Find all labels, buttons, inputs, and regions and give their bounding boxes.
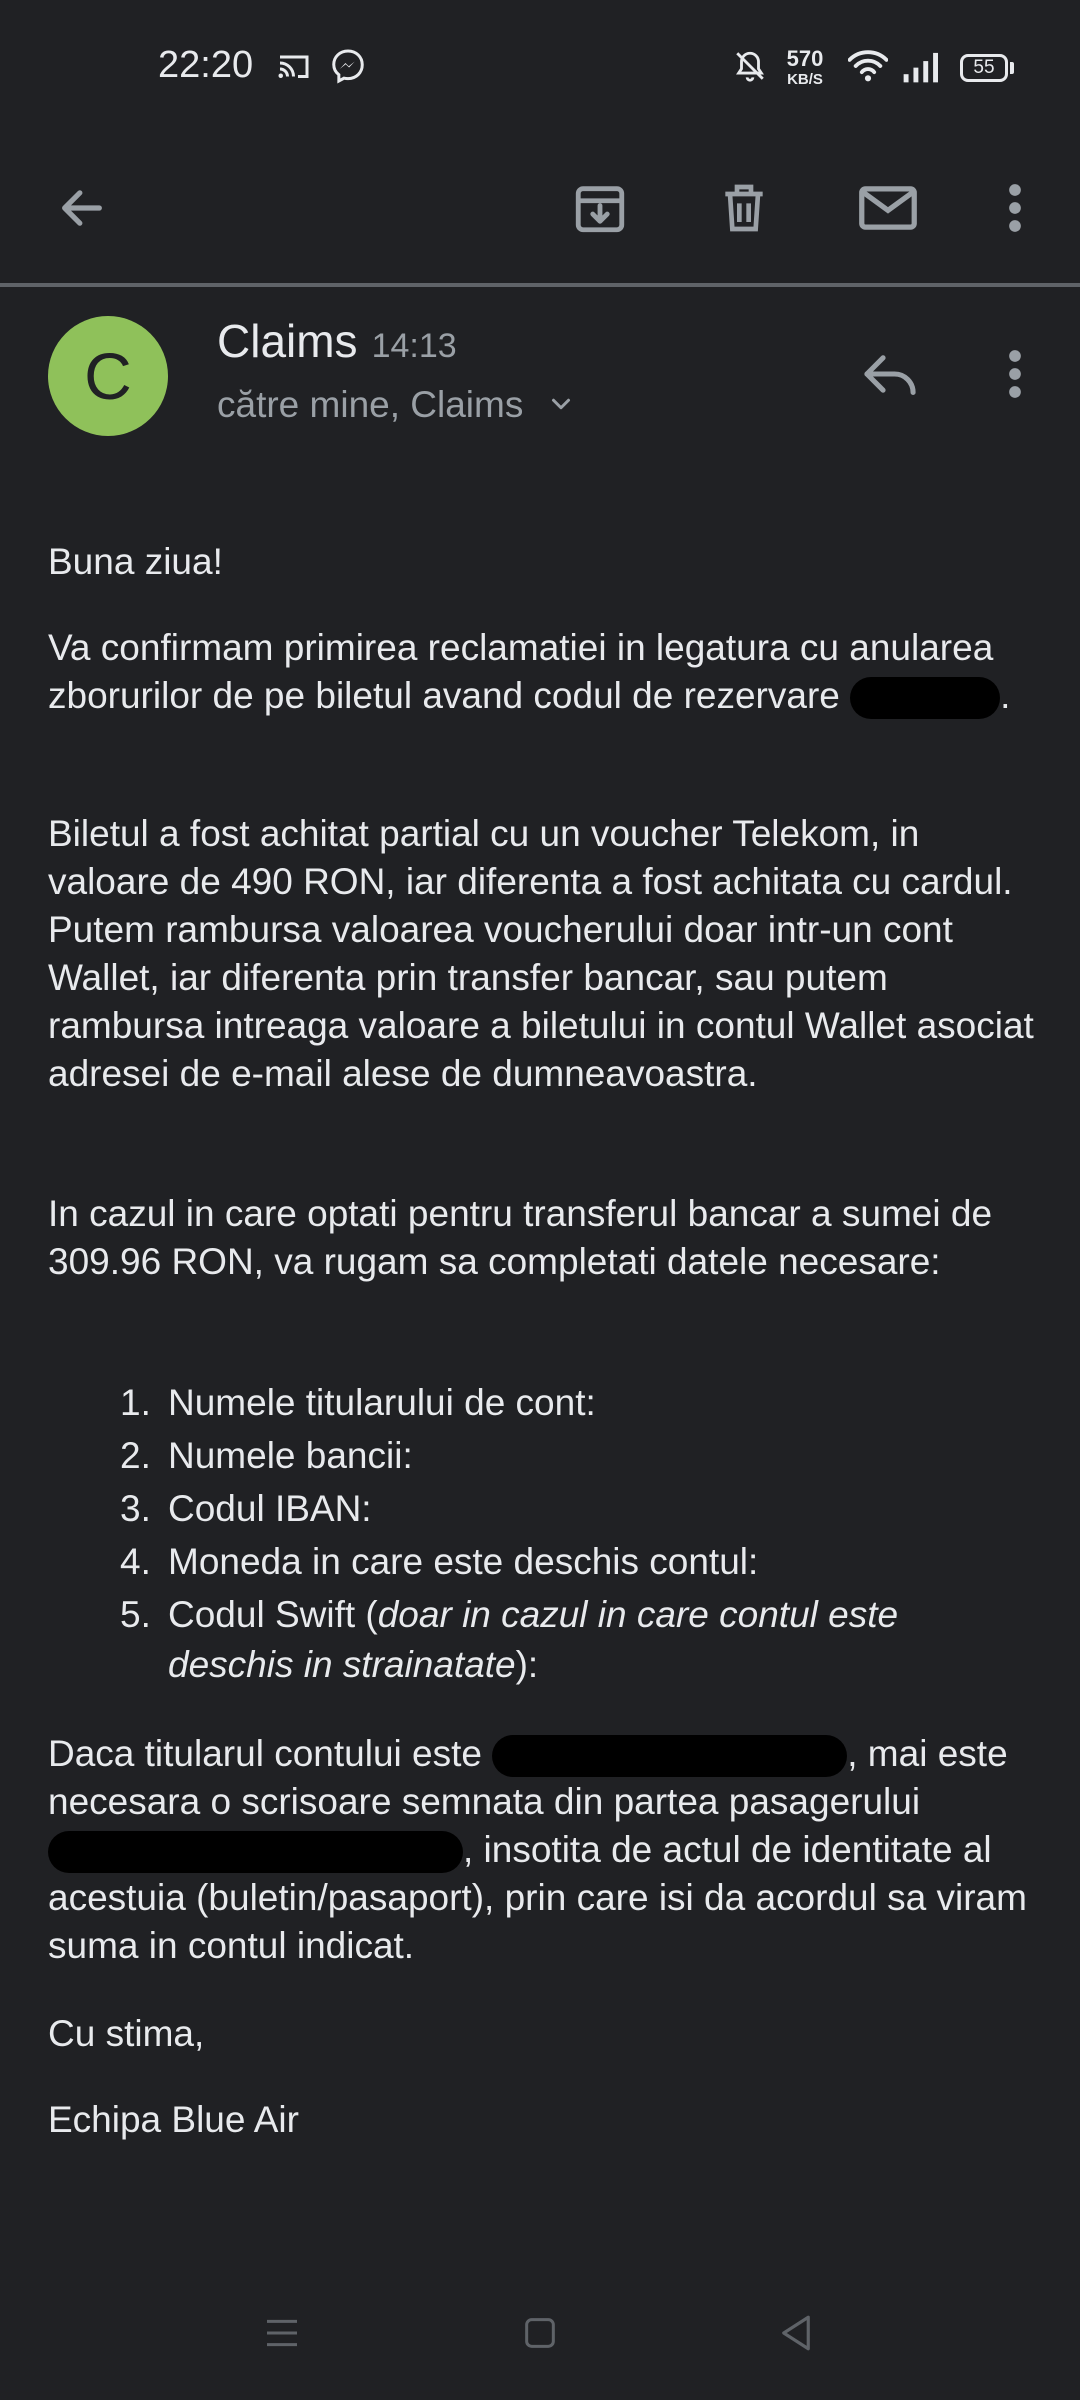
archive-icon bbox=[571, 179, 629, 242]
account-holder-text-1: Daca titularul contului este bbox=[48, 1733, 482, 1774]
mute-icon bbox=[733, 48, 767, 89]
recipients-text: către mine, Claims bbox=[217, 384, 524, 425]
email-toolbar bbox=[0, 140, 1080, 285]
home-square-icon bbox=[520, 2313, 560, 2358]
menu-icon bbox=[262, 2315, 302, 2356]
required-details-list bbox=[120, 1378, 1020, 1693]
list-item bbox=[120, 1590, 1020, 1690]
message-more-button[interactable] bbox=[975, 344, 1055, 408]
list-text: Codul IBAN: bbox=[168, 1488, 372, 1529]
net-speed: 570 KB/S bbox=[786, 46, 824, 88]
more-options-button[interactable] bbox=[975, 170, 1055, 250]
paragraph-bank-transfer: In cazul in care optati pentru transferul bancar a sumei de 309.96 RON, va rugam sa completati datele necesare: bbox=[48, 1193, 993, 1282]
reply-icon bbox=[860, 350, 920, 403]
list-item bbox=[120, 1378, 1020, 1428]
list-number: 4. bbox=[120, 1541, 151, 1582]
paragraph-payment: Biletul a fost achitat partial cu un voucher Telekom, in valoare de 490 RON, iar diferenta a fost achitata cu cardul. Putem rambursa valoarea voucherului doar intr-un cont Wallet, iar diferenta prin transfer bancar, sau putem rambursa intreaga valoare a biletului in contul Wallet asociat adresei de e-mail alese de dumneavoastra. bbox=[48, 813, 1034, 1094]
paragraph-confirmation-end: . bbox=[1000, 675, 1011, 716]
list-text-italic: doar in cazul in care contul este deschis in strainatate bbox=[168, 1594, 899, 1685]
mark-unread-button[interactable] bbox=[848, 170, 928, 250]
reply-button[interactable] bbox=[850, 344, 930, 408]
list-number: 5. bbox=[120, 1594, 151, 1635]
messenger-icon bbox=[330, 48, 366, 89]
delete-button[interactable] bbox=[704, 170, 784, 250]
recents-button[interactable] bbox=[252, 2310, 312, 2360]
greeting: Buna ziua! bbox=[48, 541, 223, 582]
list-item bbox=[120, 1484, 1020, 1534]
avatar[interactable]: C bbox=[48, 316, 168, 436]
signature: Echipa Blue Air bbox=[48, 2099, 299, 2140]
back-button[interactable] bbox=[42, 170, 122, 250]
redacted-account-holder bbox=[492, 1735, 847, 1777]
list-number: 3. bbox=[120, 1488, 151, 1529]
list-text: Numele titularului de cont: bbox=[168, 1382, 596, 1423]
sender-name: Claims bbox=[217, 315, 358, 367]
list-text: Numele bancii: bbox=[168, 1435, 413, 1476]
paragraph-account-holder bbox=[48, 1730, 1038, 1970]
status-bar bbox=[0, 0, 1080, 140]
back-arrow-icon bbox=[56, 182, 108, 239]
home-button[interactable] bbox=[510, 2310, 570, 2360]
toolbar-divider bbox=[0, 283, 1080, 287]
recipients-toggle[interactable] bbox=[217, 384, 576, 428]
system-nav-bar bbox=[0, 2290, 1080, 2380]
sender-line bbox=[217, 314, 457, 368]
back-nav-button[interactable] bbox=[766, 2310, 826, 2360]
mark-unread-icon bbox=[857, 181, 919, 240]
archive-button[interactable] bbox=[560, 170, 640, 250]
sender-header bbox=[0, 300, 1080, 450]
paragraph-confirmation-text: Va confirmam primirea reclamatiei in legatura cu anularea zborurilor de pe biletul avand codul de rezervare bbox=[48, 627, 994, 716]
list-number: 2. bbox=[120, 1435, 151, 1476]
account-holder-text-3: , insotita de actul de identitate al acestuia (buletin/pasaport), prin care isi da acordul sa viram suma in contul indicat. bbox=[48, 1829, 1027, 1966]
account-holder-text-2: , mai este necesara o scrisoare semnata din partea pasagerului bbox=[48, 1733, 1008, 1822]
signal-icon bbox=[900, 48, 940, 89]
list-text: Moneda in care este deschis contul: bbox=[168, 1541, 759, 1582]
battery-icon: 55 bbox=[960, 54, 1008, 82]
email-time: 14:13 bbox=[371, 327, 457, 365]
list-item bbox=[120, 1537, 1020, 1587]
more-vert-icon bbox=[1005, 181, 1025, 240]
more-vert-icon bbox=[1005, 347, 1025, 406]
wifi-icon bbox=[848, 48, 888, 89]
list-number: 1. bbox=[120, 1382, 151, 1423]
cast-icon bbox=[277, 48, 313, 89]
list-text: Codul Swift ( bbox=[168, 1594, 378, 1635]
back-triangle-icon bbox=[775, 2312, 817, 2359]
list-text-tail: ): bbox=[515, 1644, 539, 1685]
redacted-passenger-name bbox=[48, 1831, 463, 1873]
list-item bbox=[120, 1431, 1020, 1481]
paragraph-confirmation bbox=[48, 624, 1038, 720]
chevron-down-icon bbox=[546, 386, 576, 428]
status-time: 22:20 bbox=[158, 44, 254, 86]
battery-tip bbox=[1010, 62, 1014, 74]
redacted-booking-code bbox=[850, 677, 1000, 719]
delete-icon bbox=[716, 179, 772, 242]
closing: Cu stima, bbox=[48, 2013, 205, 2054]
